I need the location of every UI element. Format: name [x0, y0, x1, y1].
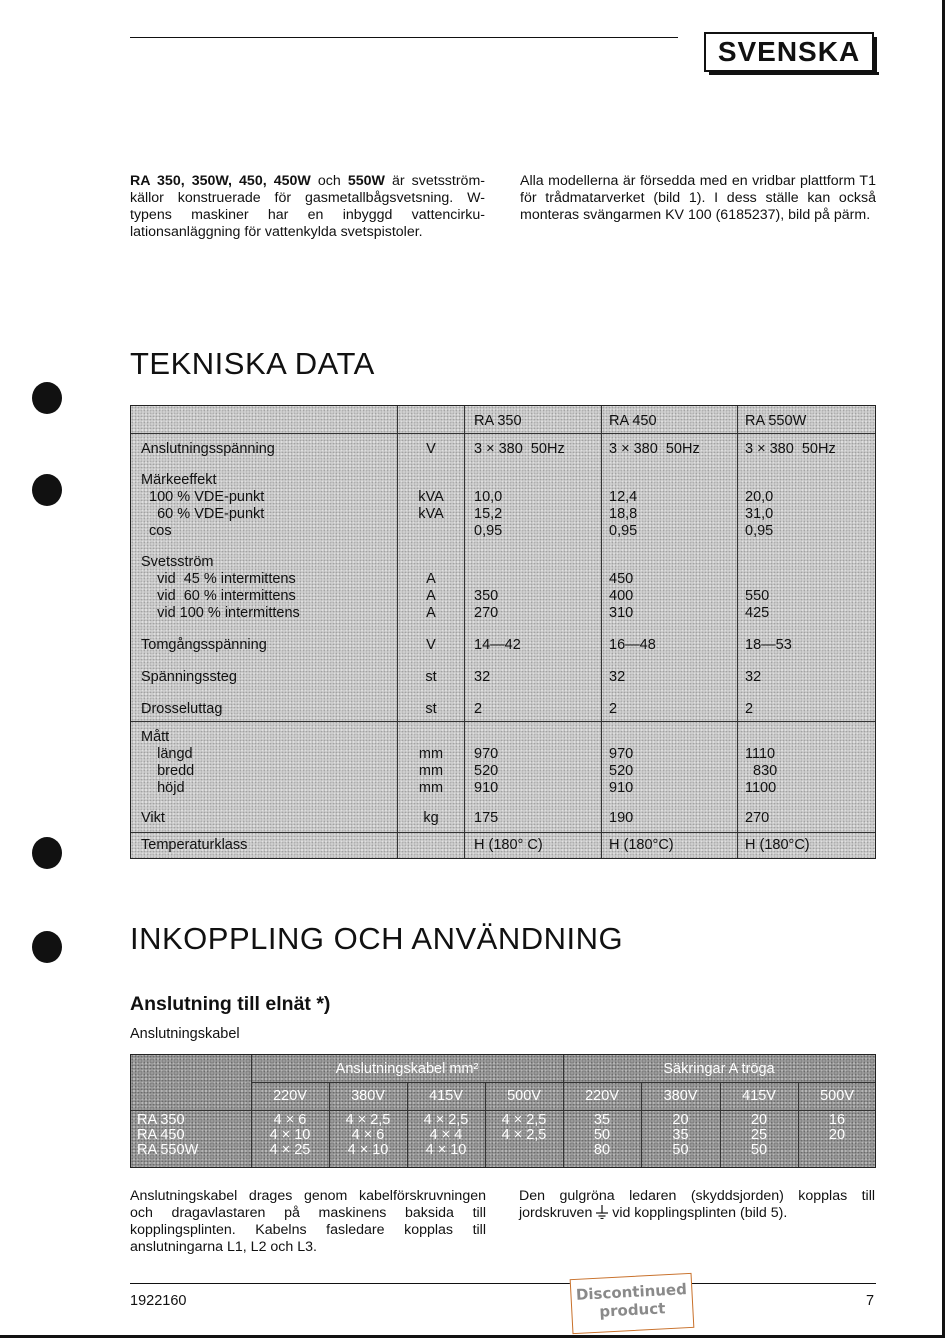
row-unit: A A A: [426, 571, 436, 621]
row-value: 32: [745, 669, 762, 685]
row-label: Anslutningsspänning: [141, 441, 275, 457]
row-label: Svetsström vid 45 % intermittens vid 60 % intermittens vid 100 % intermittens: [141, 554, 300, 621]
row-value: 350 270: [474, 588, 499, 621]
fuse-column: 16 20: [828, 1112, 846, 1143]
intro-description: är svetsströmkällor konstruerade för gasmetallbågsvetsning. W-typens maskiner har en inbyggd vattencirkulationsanläggning för vattenkylda svetspistoler.: [130, 173, 485, 240]
tech-section-title: TEKNISKA DATA: [130, 346, 375, 381]
ground-text-start: Den gulgröna ledaren (skyddsjorden) kopplas till jordskruven: [519, 1188, 875, 1221]
row-unit: mm mm mm: [418, 746, 444, 796]
fuse-column: 20 35 50: [672, 1112, 689, 1158]
fuse-column: 20 25 50: [750, 1112, 768, 1158]
punch-hole: [32, 382, 62, 414]
row-value: 450 400 310: [609, 571, 634, 621]
row-value: 20,0 31,0 0,95: [745, 489, 774, 539]
row-unit: V: [426, 441, 436, 457]
row-value: 3 × 380 50Hz: [474, 441, 565, 457]
intro-right-paragraph: Alla modellerna är försedda med en vridbar plattform T1 för trådmatarverket (bild 1). I dess ställe kan också monteras svängarmen KV 100 (6185237), bild på pärm.: [520, 173, 876, 223]
row-value: 32: [474, 669, 491, 685]
row-value: 16—48: [609, 637, 656, 653]
row-label: Tomgångsspänning: [141, 637, 267, 653]
voltage-header: 380V: [351, 1088, 385, 1104]
usage-subtitle: Anslutning till elnät *): [130, 993, 331, 1015]
cable-group-header: Anslutningskabel mm²: [335, 1061, 479, 1077]
voltage-header: 415V: [429, 1088, 463, 1104]
row-value: 32: [609, 669, 626, 685]
row-value: 10,0 15,2 0,95: [474, 489, 503, 539]
cable-size-column: 4 × 6 4 × 10 4 × 25: [269, 1112, 311, 1158]
row-value: H (180°C): [745, 837, 810, 853]
row-label: Temperaturklass: [141, 837, 248, 853]
cable-table: [130, 1054, 876, 1168]
document-number: 1922160: [130, 1293, 187, 1309]
row-value: H (180°C): [609, 837, 674, 853]
row-value: 2: [609, 701, 618, 717]
footer-rule: [130, 1283, 876, 1284]
voltage-header: 220V: [585, 1088, 619, 1104]
row-value: 175: [474, 810, 499, 826]
punch-hole: [32, 931, 62, 963]
header-rule: [130, 37, 678, 38]
row-value: 1110 830 1100: [745, 746, 778, 796]
voltage-header: 500V: [507, 1088, 541, 1104]
row-unit: st: [425, 669, 437, 685]
language-label: SVENSKA: [704, 32, 874, 72]
fuse-group-header: Säkringar A tröga: [663, 1061, 775, 1077]
row-value: 14—42: [474, 637, 521, 653]
col-header-ra550w: RA 550W: [745, 413, 807, 429]
row-value: 970 520 910: [474, 746, 499, 796]
row-value: 18—53: [745, 637, 792, 653]
row-unit: kg: [423, 810, 439, 826]
ground-paragraph: [519, 1188, 875, 1222]
row-label: Drosseluttag: [141, 701, 223, 717]
punch-hole: [32, 474, 62, 506]
col-header-ra450: RA 450: [609, 413, 657, 429]
row-value: 2: [474, 701, 483, 717]
ground-icon: [596, 1205, 608, 1219]
row-value: 270: [745, 810, 770, 826]
usage-section-title: INKOPPLING OCH ANVÄNDNING: [130, 921, 624, 956]
intro-model-550w: 550W: [347, 173, 385, 189]
cable-size-column: 4 × 2,5 4 × 2,5: [501, 1112, 547, 1143]
row-unit: kVA kVA: [418, 489, 444, 522]
row-value: 3 × 380 50Hz: [609, 441, 700, 457]
voltage-header: 500V: [820, 1088, 854, 1104]
ground-text-end: vid kopplingsplinten (bild 5).: [608, 1205, 788, 1221]
row-value: 550 425: [745, 588, 770, 621]
row-label: Märkeeffekt 100 % VDE-punkt 60 % VDE-punkt cos: [141, 472, 265, 539]
cable-size-column: 4 × 2,5 4 × 6 4 × 10: [345, 1112, 391, 1158]
row-value: 970 520 910: [609, 746, 634, 796]
voltage-header: 380V: [663, 1088, 698, 1104]
voltage-header: 220V: [273, 1088, 307, 1104]
cable-routing-paragraph: Anslutningskabel drages genom kabelförskruvningen och dragavlastaren på maskinens baksida till kopplingsplinten. Kabelns fasledare kopplas till anslutningarna L1, L2 och L3.: [130, 1188, 486, 1255]
row-unit: V: [426, 637, 436, 653]
row-value: 12,4 18,8 0,95: [609, 489, 638, 539]
row-label: Mått längd bredd höjd: [141, 729, 195, 796]
page-number: 7: [866, 1293, 875, 1309]
row-value: 190: [609, 810, 634, 826]
punch-hole: [32, 837, 62, 869]
fuse-column: 35 50 80: [593, 1112, 611, 1158]
cable-size-column: 4 × 2,5 4 × 4 4 × 10: [423, 1112, 469, 1158]
tech-data-table: [130, 405, 876, 859]
discontinued-stamp: Discontinued product: [570, 1273, 695, 1334]
row-label: Vikt: [141, 810, 165, 826]
model-list: RA 350 RA 450 RA 550W: [137, 1112, 199, 1158]
row-value: 2: [745, 701, 754, 717]
col-header-ra350: RA 350: [474, 413, 522, 429]
intro-left-paragraph: [130, 173, 485, 241]
intro-models: RA 350, 350W, 450, 450W: [130, 173, 311, 189]
row-label: Spänningssteg: [141, 669, 237, 685]
cable-caption: Anslutningskabel: [130, 1026, 240, 1042]
row-unit: st: [425, 701, 437, 717]
row-value: H (180° C): [474, 837, 543, 853]
intro-connector: och: [310, 173, 348, 189]
voltage-header: 415V: [742, 1088, 776, 1104]
row-value: 3 × 380 50Hz: [745, 441, 836, 457]
